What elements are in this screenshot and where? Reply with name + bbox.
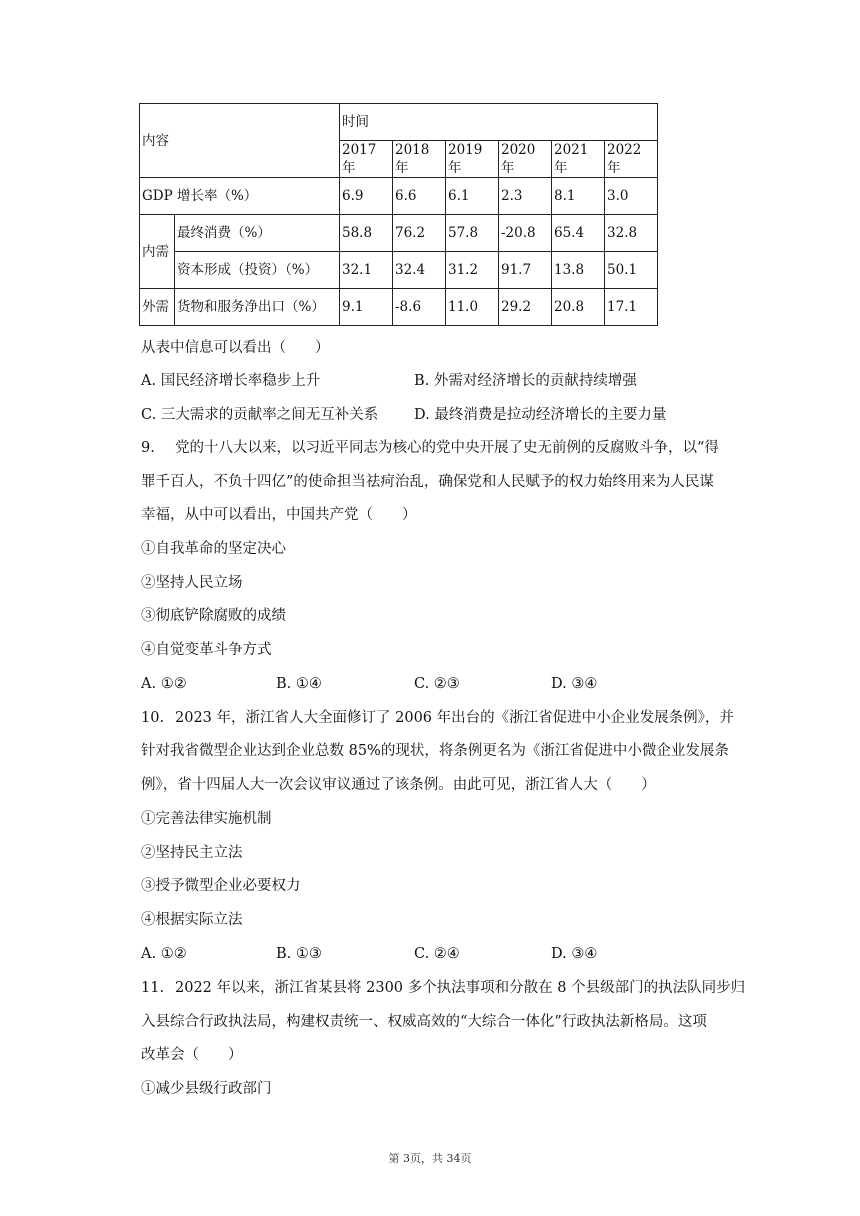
year-cell: 2020 年 <box>499 141 552 178</box>
q10-line-3: 例》，省十四届人大一次会议审议通过了该条例。由此可见，浙江省人大（ ） <box>141 777 656 793</box>
table-cell: 9.1 <box>340 289 393 326</box>
q10-option-a[interactable]: A. ①② <box>141 946 187 962</box>
row-label: GDP 增长率（%） <box>140 178 340 215</box>
table-cell: 11.0 <box>446 289 499 326</box>
table-row-consumption <box>140 215 658 252</box>
year-cell: 2017 年 <box>340 141 393 178</box>
table-cell: 6.1 <box>446 178 499 215</box>
table-row-gdp <box>140 178 658 215</box>
table-cell: 32.1 <box>340 252 393 289</box>
q11-item-1: ①减少县级行政部门 <box>141 1081 272 1097</box>
q9-number: 9. <box>141 440 155 456</box>
q10-line-1 <box>141 708 734 728</box>
q10-text: 2023 年，浙江省人大全面修订了 2006 年出台的《浙江省促进中小企业发展条例》，并 <box>175 710 734 726</box>
q10-item-4: ④根据实际立法 <box>141 912 243 928</box>
q10-line-2: 针对我省微型企业达到企业总数 85%的现状，将条例更名为《浙江省促进中小微企业发展条 <box>141 743 729 759</box>
table-cell: 3.0 <box>605 178 658 215</box>
row-label: 货物和服务净出口（%） <box>175 289 340 326</box>
q9-option-c[interactable]: C. ②③ <box>414 676 460 692</box>
gdp-contribution-table <box>139 103 658 326</box>
q9-item-3: ③彻底铲除腐败的成绩 <box>141 608 286 624</box>
year-cell: 2019 年 <box>446 141 499 178</box>
q11-number: 11. <box>141 980 165 996</box>
q10-option-b[interactable]: B. ①③ <box>276 946 322 962</box>
q9-line-2: 罪千百人，不负十四亿”的使命担当祛疴治乱，确保党和人民赋予的权力始终用来为人民谋 <box>141 474 714 490</box>
q10-item-1: ①完善法律实施机制 <box>141 811 272 827</box>
q8-option-d[interactable]: D. 最终消费是拉动经济增长的主要力量 <box>414 407 667 423</box>
table-cell: 76.2 <box>393 215 446 252</box>
table-cell: 6.9 <box>340 178 393 215</box>
q9-text: 党的十八大以来，以习近平同志为核心的党中央开展了史无前例的反腐败斗争，以“得 <box>175 440 719 456</box>
group-label-external: 外需 <box>140 289 175 326</box>
table-row-export <box>140 289 658 326</box>
q9-option-b[interactable]: B. ①④ <box>276 676 322 692</box>
q10-item-2: ②坚持民主立法 <box>141 845 243 861</box>
table-row-capital <box>140 252 658 289</box>
table-cell: 8.1 <box>552 178 605 215</box>
table-cell: 29.2 <box>499 289 552 326</box>
table-cell: -20.8 <box>499 215 552 252</box>
q8-option-a[interactable]: A. 国民经济增长率稳步上升 <box>141 373 321 389</box>
page-footer: 第 3页，共 34页 <box>388 1152 472 1165</box>
table-cell: 57.8 <box>446 215 499 252</box>
q9-option-d[interactable]: D. ③④ <box>551 676 598 692</box>
table-cell: 91.7 <box>499 252 552 289</box>
row-label: 最终消费（%） <box>175 215 340 252</box>
q8-option-c[interactable]: C. 三大需求的贡献率之间无互补关系 <box>141 407 379 423</box>
q10-item-3: ③授予微型企业必要权力 <box>141 878 301 894</box>
q9-option-a[interactable]: A. ①② <box>141 676 187 692</box>
table-cell: 6.6 <box>393 178 446 215</box>
year-cell: 2021 年 <box>552 141 605 178</box>
q10-option-c[interactable]: C. ②④ <box>414 946 460 962</box>
table-header-row <box>140 104 658 141</box>
table-cell: 13.8 <box>552 252 605 289</box>
table-cell: 32.4 <box>393 252 446 289</box>
table-cell: 65.4 <box>552 215 605 252</box>
table-cell: 17.1 <box>605 289 658 326</box>
q11-line-2: 入县综合行政执法局，构建权责统一、权威高效的“大综合一体化”行政执法新格局。这项 <box>141 1014 707 1030</box>
q9-item-4: ④自觉变革斗争方式 <box>141 642 272 658</box>
year-cell: 2018 年 <box>393 141 446 178</box>
table-cell: 50.1 <box>605 252 658 289</box>
table-cell: -8.6 <box>393 289 446 326</box>
q11-line-1 <box>141 978 745 998</box>
table-cell: 58.8 <box>340 215 393 252</box>
table-cell: 2.3 <box>499 178 552 215</box>
q9-line-1 <box>141 438 719 458</box>
q8-option-b[interactable]: B. 外需对经济增长的贡献持续增强 <box>414 373 637 389</box>
q11-text: 2022 年以来，浙江省某县将 2300 多个执法事项和分散在 8 个县级部门的执法队同步归 <box>175 980 746 996</box>
year-cell: 2022 年 <box>605 141 658 178</box>
table-cell: 31.2 <box>446 252 499 289</box>
row-label: 资本形成（投资）（%） <box>175 252 340 289</box>
q10-option-d[interactable]: D. ③④ <box>551 946 598 962</box>
q8-stem: 从表中信息可以看出（ ） <box>141 340 330 356</box>
table-cell: 32.8 <box>605 215 658 252</box>
q9-item-1: ①自我革命的坚定决心 <box>141 541 286 557</box>
group-label-domestic: 内需 <box>140 215 175 289</box>
table-cell: 20.8 <box>552 289 605 326</box>
table-content-header: 内容 <box>140 104 340 178</box>
q9-item-2: ②坚持人民立场 <box>141 575 243 591</box>
q10-number: 10. <box>141 710 165 726</box>
table-time-header: 时间 <box>340 104 658 141</box>
q11-line-3: 改革会（ ） <box>141 1047 243 1063</box>
q9-line-3: 幸福，从中可以看出，中国共产党（ ） <box>141 507 417 523</box>
